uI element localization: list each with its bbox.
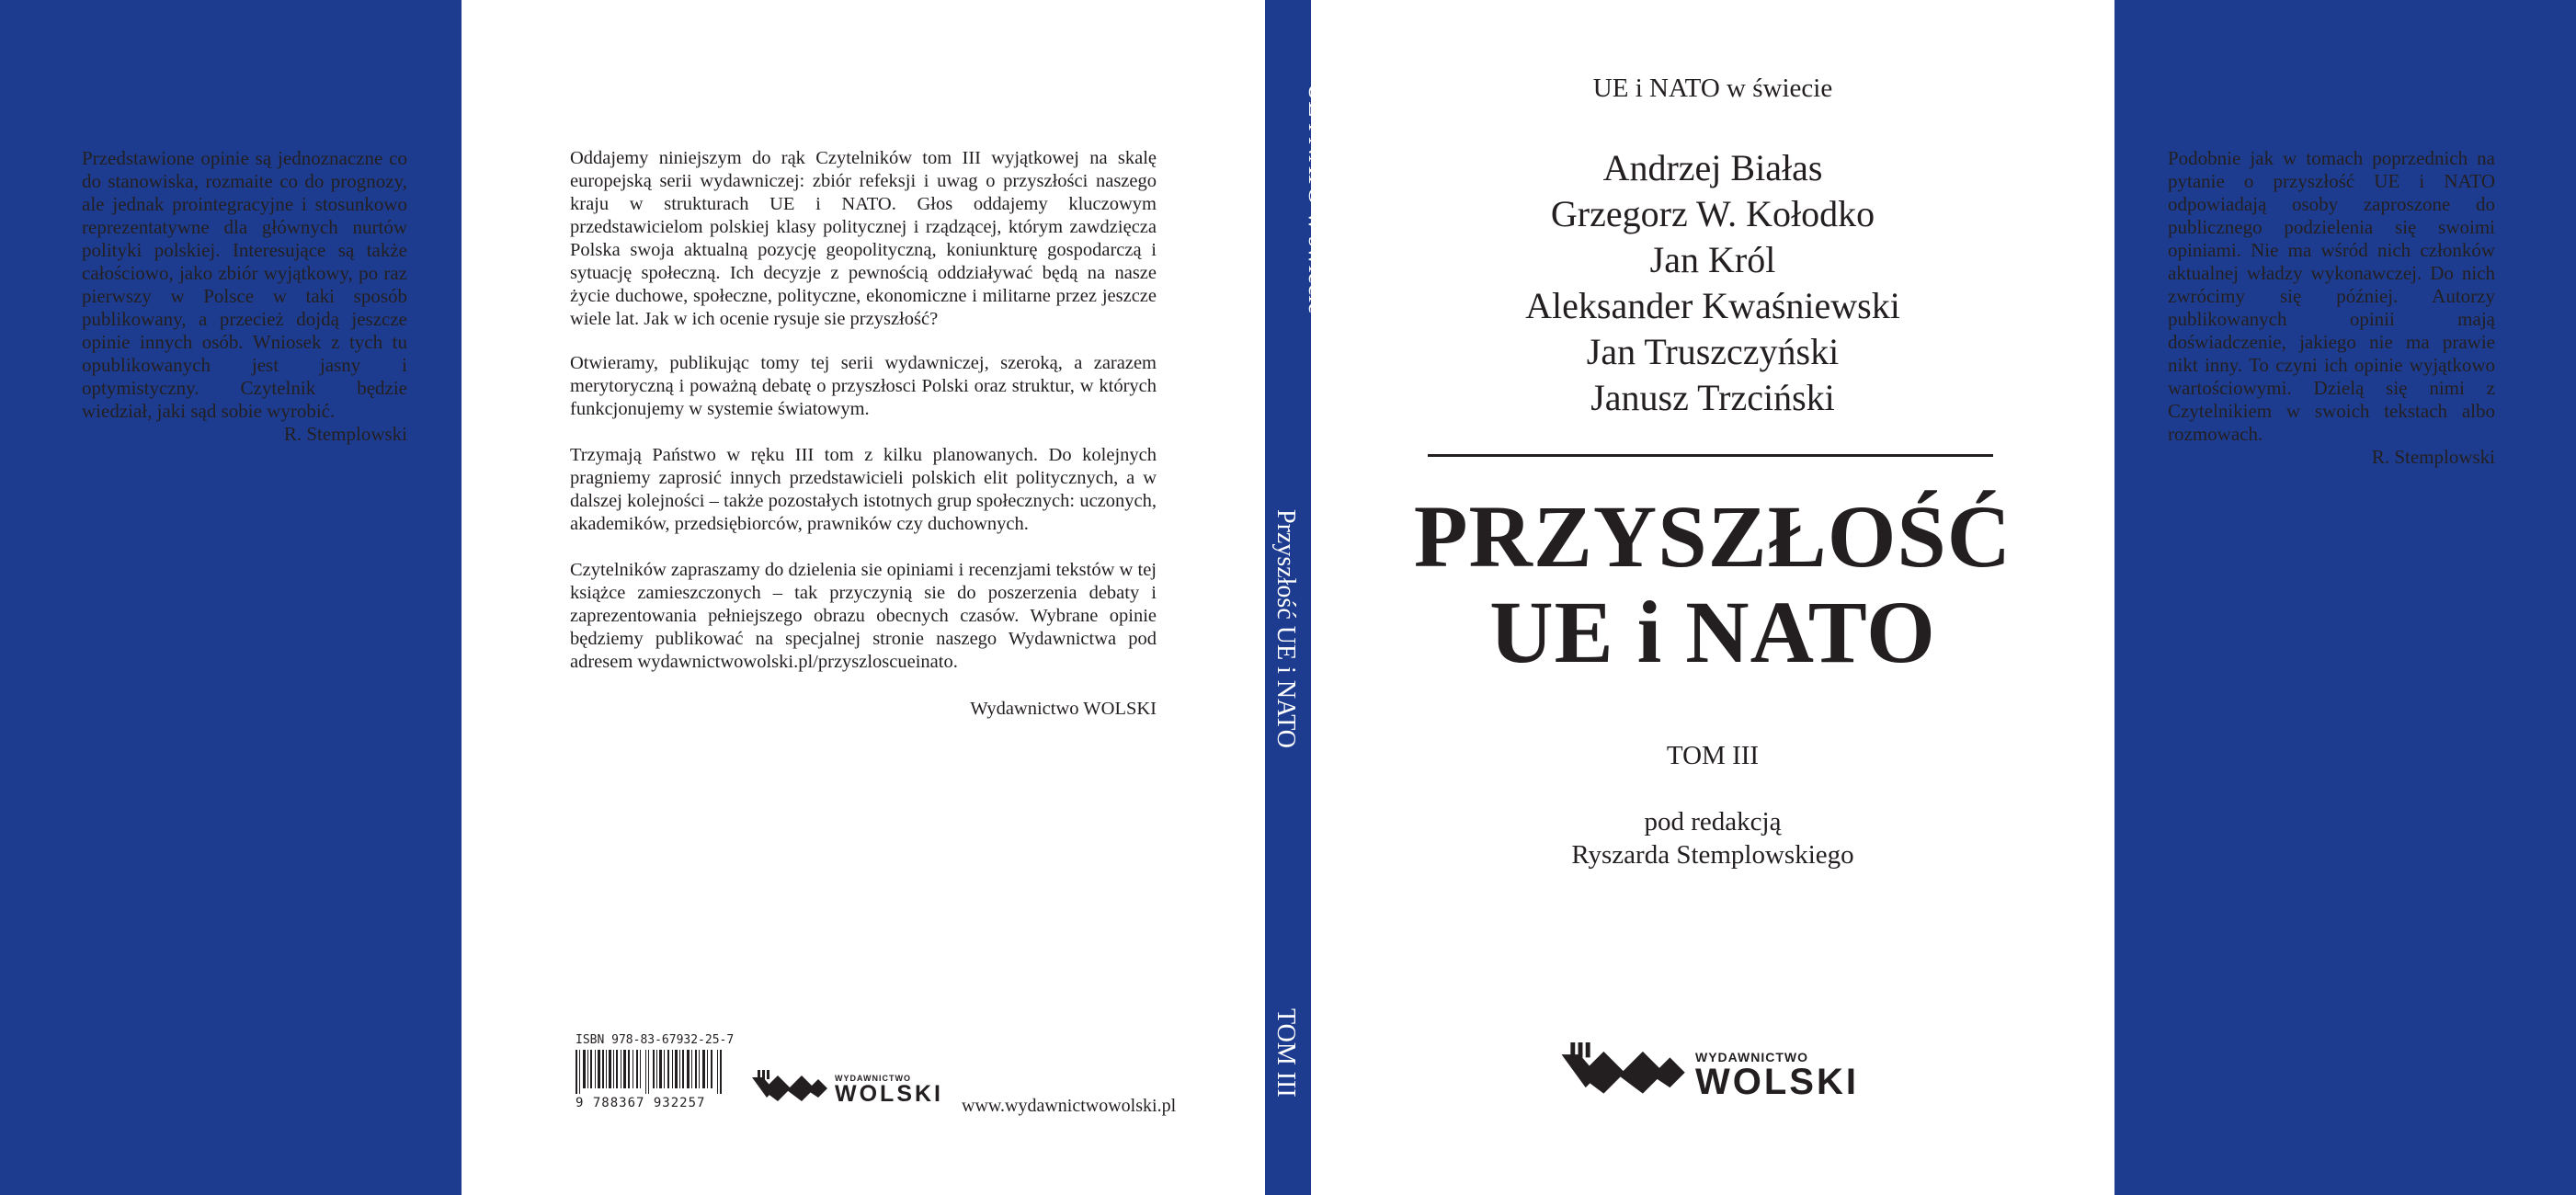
- logo-big-text: WOLSKI: [835, 1081, 943, 1107]
- back-paragraph-4: Czytelników zapraszamy do dzielenia sie opiniami i recenzjami tekstów w tej książce zamieszczonych – tak przyczynią sie do poszerzenia debaty i zaprezentowania pełniejszego obrazu obecnych czasów. Wybrane opinie będziemy publikować na specjalnej stronie naszego Wydawnictwa pod adresem wydawnictwowolski.pl/przyszloscueinato.: [570, 560, 1157, 672]
- author-name: Jan Król: [1649, 239, 1776, 280]
- editor-credit: [1311, 805, 2114, 871]
- editor-line-2: Ryszarda Stemplowskiego: [1571, 840, 1854, 870]
- authors-list: [1311, 145, 2114, 421]
- volume-label: TOM III: [1666, 741, 1760, 770]
- author-name: Janusz Trzciński: [1590, 377, 1835, 418]
- back-paragraph-3: Trzymają Państwo w ręku III tom z kilku planowanych. Do kolejnych pragniemy zaprosić innych przedstawicieli polskich elit politycznych, a w dalszej kolejności – także pozostałych istotnych grup społecznych: uczonych, akademików, przedsiębiorców, prawników czy duchownych.: [570, 445, 1157, 534]
- author-name: Aleksander Kwaśniewski: [1525, 285, 1900, 326]
- back-paragraph-2: Otwieramy, publikując tomy tej serii wydawniczej, szeroką, a zarazem merytoryczną i poważną debatę o przyszłosci Polski oraz struktur, w których funkcjonujemy w systemie światowym.: [570, 353, 1157, 419]
- right-flap-text: Podobnie jak w tomach poprzednich na pytanie o przyszłość UE i NATO odpowiadają osoby zaproszone do publicznego podzielenia się swoimi opiniami. Nie ma wśród nich członków aktualnej władzy wykonawczej. Do nich zwrócimy się później. Autorzy publikowanych opinii mają doświadczenie, jakiego nie ma prawie nikt inny. To czyni ich opinie wyjątkowo wartościowymi. Dzielą się nimi z Czytelnikiem w swoich tekstach albo rozmowach.: [2168, 147, 2495, 445]
- right-flap-signature: R. Stemplowski: [2371, 446, 2495, 468]
- barcode-number: 9 788367 932257: [576, 1096, 706, 1110]
- barcode-icon: [576, 1050, 724, 1094]
- left-flap-text: Przedstawione opinie są jednoznaczne co do stanowiska, rozmaite co do prognozy, ale jednak prointegracyjne i stosunkowo reprezentatywne dla głównych nurtów polityki polskiej. Interesujące są także całościowo, jako zbiór wyjątkowy, po raz pierwszy w Polsce w taki sposób publikowany, a przecież dojdą jeszcze opinie innych osób. Wniosek z tych tu opublikowanych jest jasny i optymistyczny. Czytelnik będzie wiedział, jaki sąd sobie wyrobić.: [82, 147, 407, 422]
- back-paragraph-1: Oddajemy niniejszym do rąk Czytelników tom III wyjątkowej na skalę europejską serii wydawniczej: zbiór refeksji i uwag o przyszłości naszego kraju w strukturach UE i NATO. Głos oddajemy kluczowym przedstawicielom polskiej klasy politycznej i rządzącej, którym zawdzięcza Polska swoja aktualną pozycję geopolityczną, koniunkturę gospodarczą i sytuację społeczną. Ich decyzje z pewnością oddziaływać będą na nasze życie duchowe, społeczne, polityczne, ekonomiczne i militarne przez jeszcze wiele lat. Jak w ich ocenie rysuje sie przyszłość?: [570, 148, 1157, 329]
- front-publisher-logo: [1557, 1042, 1859, 1109]
- spine-volume: TOM III: [1271, 1008, 1300, 1098]
- book-title-line-1: PRZYSZŁOŚĆ: [1413, 487, 2012, 586]
- logo-small-text: WYDAWNICTWO: [835, 1074, 911, 1083]
- logo-big-text: WOLSKI: [1695, 1062, 1859, 1102]
- front-series: UE i NATO w świecie: [1592, 74, 1833, 103]
- author-name: Jan Truszczyński: [1586, 331, 1840, 372]
- isbn-label: ISBN 978-83-67932-25-7: [576, 1033, 735, 1047]
- wolski-chevron-logo-icon: [1557, 1042, 1686, 1109]
- back-signature: Wydawnictwo WOLSKI: [970, 699, 1157, 719]
- spine-series: UE i NATO w świecie: [1303, 83, 1331, 314]
- title-divider: [1428, 454, 1993, 457]
- author-name: Andrzej Białas: [1602, 147, 1823, 188]
- author-name: Grzegorz W. Kołodko: [1550, 193, 1875, 234]
- spine-title: Przyszłość UE i NATO: [1271, 509, 1300, 749]
- wolski-chevron-logo-icon: [750, 1070, 827, 1110]
- editor-line-1: pod redakcją: [1644, 807, 1782, 836]
- book-title: [1311, 489, 2114, 680]
- left-flap-signature: R. Stemplowski: [283, 423, 407, 445]
- back-publisher-logo: [750, 1070, 943, 1110]
- logo-small-text: WYDAWNICTWO: [1695, 1050, 1808, 1064]
- publisher-website: www.wydawnictwowolski.pl: [962, 1096, 1177, 1116]
- book-title-line-2: UE i NATO: [1489, 583, 1936, 681]
